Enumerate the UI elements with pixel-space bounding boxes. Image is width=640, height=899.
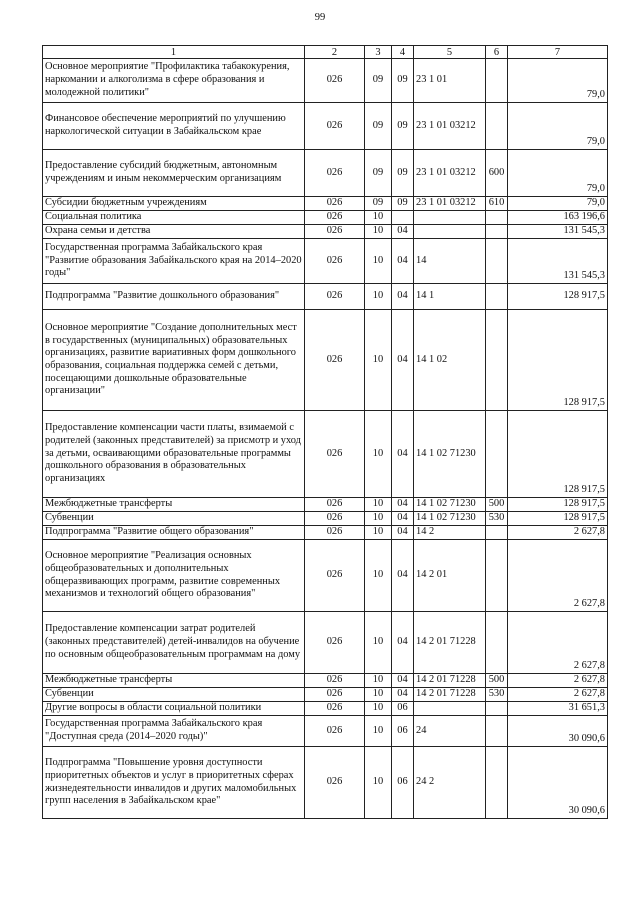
expense-type-cell [486, 526, 508, 540]
target-article-cell [414, 211, 486, 225]
table-row [43, 310, 608, 411]
section-cell: 10 [365, 688, 392, 702]
target-article-cell: 23 1 01 [414, 59, 486, 103]
amount-cell: 2 627,8 [508, 526, 608, 540]
section-cell: 10 [365, 498, 392, 512]
table-header [43, 46, 608, 59]
subsection-cell: 09 [392, 150, 414, 197]
item-name-cell: Предоставление компенсации части платы, взимаемой с родителей (законных представителей) за присмотр и уход за детьми, осваивающими образовательные программы дошкольного образования в образовательных организациях [43, 411, 305, 498]
section-cell: 10 [365, 310, 392, 411]
expense-type-cell: 610 [486, 197, 508, 211]
table-row [43, 702, 608, 716]
table-row [43, 284, 608, 310]
item-name-cell: Подпрограмма "Развитие дошкольного образования" [43, 284, 305, 310]
amount-cell: 128 917,5 [508, 310, 608, 411]
expense-type-cell [486, 540, 508, 612]
target-article-cell: 14 [414, 239, 486, 284]
target-article-cell: 23 1 01 03212 [414, 103, 486, 150]
ministry-code-cell: 026 [305, 211, 365, 225]
item-name-cell: Основное мероприятие "Создание дополнительных мест в государственных (муниципальных) образовательных организациях, развитие вариативных форм дошкольного образования, социальная поддержка семей с детьми, посещающими дошкольные образовательные организации" [43, 310, 305, 411]
target-article-cell: 14 2 01 71228 [414, 612, 486, 674]
table-body [43, 59, 608, 819]
subsection-cell: 04 [392, 498, 414, 512]
ministry-code-cell: 026 [305, 103, 365, 150]
expense-type-cell [486, 612, 508, 674]
section-cell: 10 [365, 716, 392, 747]
ministry-code-cell: 026 [305, 197, 365, 211]
target-article-cell: 14 2 01 [414, 540, 486, 612]
amount-cell: 79,0 [508, 150, 608, 197]
table-row [43, 59, 608, 103]
ministry-code-cell: 026 [305, 540, 365, 612]
table-row [43, 197, 608, 211]
subsection-cell: 04 [392, 612, 414, 674]
section-cell: 10 [365, 526, 392, 540]
table-row [43, 674, 608, 688]
target-article-cell [414, 225, 486, 239]
target-article-cell: 23 1 01 03212 [414, 197, 486, 211]
ministry-code-cell: 026 [305, 747, 365, 819]
section-cell: 10 [365, 211, 392, 225]
target-article-cell: 14 1 02 [414, 310, 486, 411]
subsection-cell: 04 [392, 310, 414, 411]
budget-table [42, 45, 608, 819]
target-article-cell: 24 2 [414, 747, 486, 819]
amount-cell: 2 627,8 [508, 540, 608, 612]
amount-cell: 31 651,3 [508, 702, 608, 716]
item-name-cell: Предоставление компенсации затрат родителей (законных представителей) детей-инвалидов на обучение по основным общеобразовательным программам на дому [43, 612, 305, 674]
table-row [43, 103, 608, 150]
subsection-cell: 04 [392, 284, 414, 310]
expense-type-cell [486, 225, 508, 239]
subsection-cell [392, 211, 414, 225]
subsection-cell: 04 [392, 411, 414, 498]
subsection-cell: 04 [392, 526, 414, 540]
section-cell: 10 [365, 512, 392, 526]
subsection-cell: 04 [392, 540, 414, 612]
ministry-code-cell: 026 [305, 150, 365, 197]
subsection-cell: 09 [392, 103, 414, 150]
item-name-cell: Государственная программа Забайкальского края "Развитие образования Забайкальского края на 2014–2020 годы" [43, 239, 305, 284]
amount-cell: 2 627,8 [508, 688, 608, 702]
table-row [43, 225, 608, 239]
subsection-cell: 04 [392, 688, 414, 702]
item-name-cell: Социальная политика [43, 211, 305, 225]
item-name-cell: Основное мероприятие "Реализация основных общеобразовательных и дополнительных общеразвивающих программ, развитие современных механизмов и технологий общего образования" [43, 540, 305, 612]
item-name-cell: Субвенции [43, 512, 305, 526]
target-article-cell: 14 1 02 71230 [414, 512, 486, 526]
expense-type-cell [486, 716, 508, 747]
section-cell: 10 [365, 225, 392, 239]
expense-type-cell: 500 [486, 498, 508, 512]
item-name-cell: Государственная программа Забайкальского края "Доступная среда (2014–2020 годы)" [43, 716, 305, 747]
section-cell: 10 [365, 747, 392, 819]
expense-type-cell: 530 [486, 688, 508, 702]
ministry-code-cell: 026 [305, 225, 365, 239]
section-cell: 10 [365, 411, 392, 498]
ministry-code-cell: 026 [305, 512, 365, 526]
ministry-code-cell: 026 [305, 674, 365, 688]
item-name-cell: Подпрограмма "Развитие общего образования" [43, 526, 305, 540]
table-row [43, 411, 608, 498]
amount-cell: 2 627,8 [508, 674, 608, 688]
target-article-cell: 24 [414, 716, 486, 747]
column-number-header: 2 [305, 46, 365, 59]
section-cell: 09 [365, 150, 392, 197]
section-cell: 10 [365, 540, 392, 612]
expense-type-cell: 500 [486, 674, 508, 688]
expense-type-cell [486, 239, 508, 284]
ministry-code-cell: 026 [305, 716, 365, 747]
item-name-cell: Межбюджетные трансферты [43, 674, 305, 688]
table-row [43, 526, 608, 540]
table-row [43, 540, 608, 612]
section-cell: 10 [365, 239, 392, 284]
subsection-cell: 06 [392, 716, 414, 747]
expense-type-cell [486, 747, 508, 819]
amount-cell: 131 545,3 [508, 239, 608, 284]
target-article-cell: 14 2 01 71228 [414, 688, 486, 702]
expense-type-cell [486, 284, 508, 310]
target-article-cell: 23 1 01 03212 [414, 150, 486, 197]
expense-type-cell [486, 103, 508, 150]
column-number-row [43, 46, 608, 59]
table-row [43, 612, 608, 674]
ministry-code-cell: 026 [305, 688, 365, 702]
target-article-cell: 14 2 [414, 526, 486, 540]
section-cell: 10 [365, 612, 392, 674]
ministry-code-cell: 026 [305, 702, 365, 716]
expense-type-cell [486, 702, 508, 716]
ministry-code-cell: 026 [305, 59, 365, 103]
ministry-code-cell: 026 [305, 284, 365, 310]
target-article-cell: 14 1 [414, 284, 486, 310]
amount-cell: 79,0 [508, 59, 608, 103]
amount-cell: 30 090,6 [508, 716, 608, 747]
expense-type-cell [486, 59, 508, 103]
ministry-code-cell: 026 [305, 498, 365, 512]
table-row [43, 498, 608, 512]
amount-cell: 128 917,5 [508, 411, 608, 498]
expense-type-cell [486, 310, 508, 411]
subsection-cell: 04 [392, 674, 414, 688]
ministry-code-cell: 026 [305, 612, 365, 674]
amount-cell: 128 917,5 [508, 498, 608, 512]
item-name-cell: Подпрограмма "Повышение уровня доступности приоритетных объектов и услуг в приоритетных сферах жизнедеятельности инвалидов и других маломобильных групп населения в Забайкальском крае" [43, 747, 305, 819]
target-article-cell: 14 1 02 71230 [414, 498, 486, 512]
amount-cell: 30 090,6 [508, 747, 608, 819]
page-number: 99 [314, 12, 326, 23]
subsection-cell: 04 [392, 239, 414, 284]
subsection-cell: 09 [392, 197, 414, 211]
item-name-cell: Субвенции [43, 688, 305, 702]
column-number-header: 6 [486, 46, 508, 59]
item-name-cell: Субсидии бюджетным учреждениям [43, 197, 305, 211]
table-row [43, 150, 608, 197]
table-row [43, 512, 608, 526]
amount-cell: 79,0 [508, 103, 608, 150]
item-name-cell: Основное мероприятие "Профилактика табакокурения, наркомании и алкоголизма в сфере образования и молодежной политики" [43, 59, 305, 103]
section-cell: 09 [365, 103, 392, 150]
target-article-cell [414, 702, 486, 716]
ministry-code-cell: 026 [305, 310, 365, 411]
expense-type-cell [486, 411, 508, 498]
section-cell: 10 [365, 702, 392, 716]
section-cell: 09 [365, 197, 392, 211]
item-name-cell: Предоставление субсидий бюджетным, автономным учреждениям и иным некоммерческим организациям [43, 150, 305, 197]
ministry-code-cell: 026 [305, 239, 365, 284]
table-row [43, 211, 608, 225]
item-name-cell: Межбюджетные трансферты [43, 498, 305, 512]
column-number-header: 4 [392, 46, 414, 59]
amount-cell: 163 196,6 [508, 211, 608, 225]
item-name-cell: Охрана семьи и детства [43, 225, 305, 239]
subsection-cell: 06 [392, 747, 414, 819]
section-cell: 10 [365, 674, 392, 688]
subsection-cell: 06 [392, 702, 414, 716]
item-name-cell: Финансовое обеспечение мероприятий по улучшению наркологической ситуации в Забайкальском крае [43, 103, 305, 150]
section-cell: 09 [365, 59, 392, 103]
expense-type-cell: 600 [486, 150, 508, 197]
section-cell: 10 [365, 284, 392, 310]
ministry-code-cell: 026 [305, 411, 365, 498]
column-number-header: 3 [365, 46, 392, 59]
amount-cell: 2 627,8 [508, 612, 608, 674]
target-article-cell: 14 2 01 71228 [414, 674, 486, 688]
amount-cell: 128 917,5 [508, 284, 608, 310]
amount-cell: 128 917,5 [508, 512, 608, 526]
target-article-cell: 14 1 02 71230 [414, 411, 486, 498]
table-row [43, 688, 608, 702]
column-number-header: 7 [508, 46, 608, 59]
subsection-cell: 04 [392, 512, 414, 526]
expense-type-cell: 530 [486, 512, 508, 526]
amount-cell: 131 545,3 [508, 225, 608, 239]
column-number-header: 1 [43, 46, 305, 59]
item-name-cell: Другие вопросы в области социальной политики [43, 702, 305, 716]
ministry-code-cell: 026 [305, 526, 365, 540]
expense-type-cell [486, 211, 508, 225]
subsection-cell: 09 [392, 59, 414, 103]
table-row [43, 716, 608, 747]
table-row [43, 239, 608, 284]
column-number-header: 5 [414, 46, 486, 59]
table-row [43, 747, 608, 819]
amount-cell: 79,0 [508, 197, 608, 211]
subsection-cell: 04 [392, 225, 414, 239]
